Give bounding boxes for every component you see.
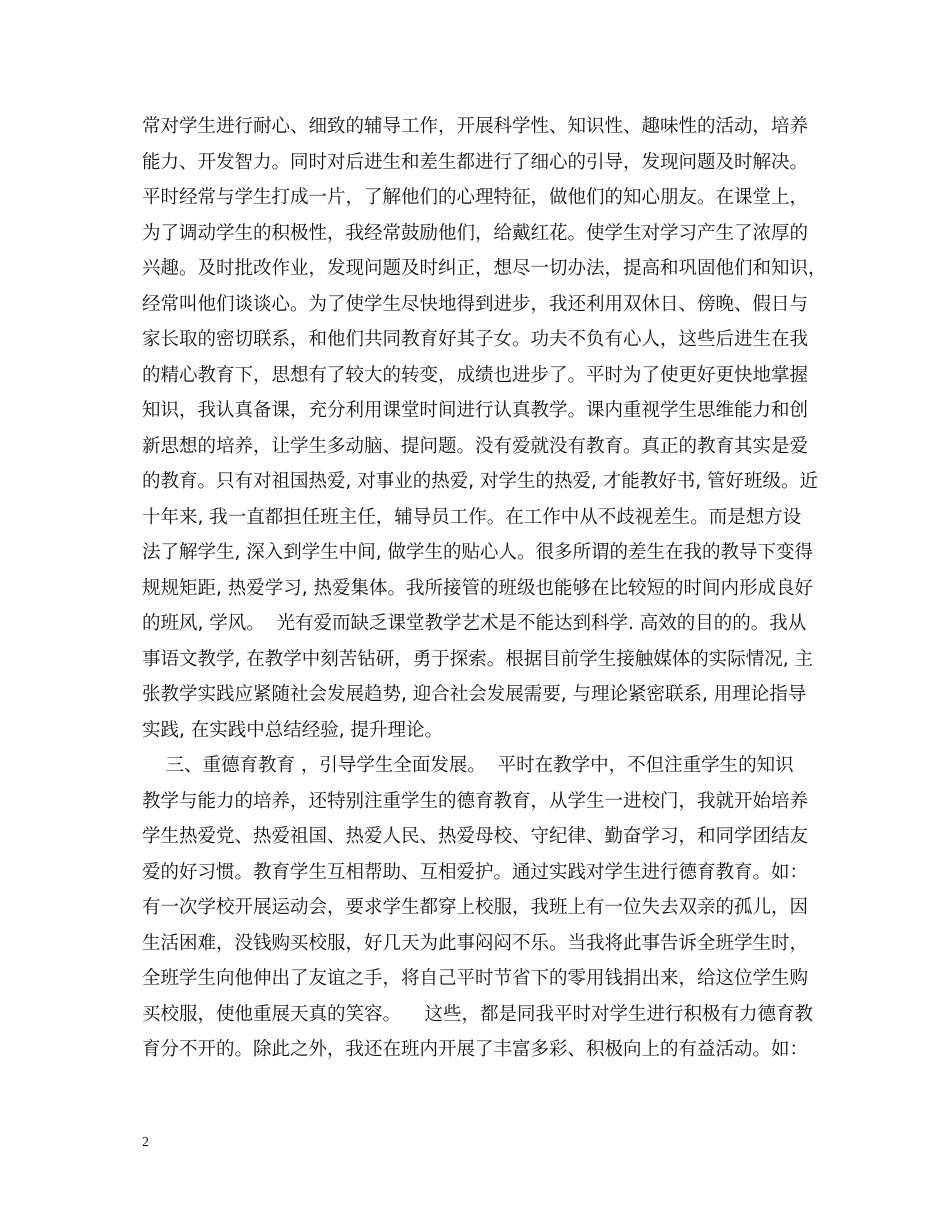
text-line: 经常叫他们谈谈心。为了使学生尽快地得到进步，我还利用双休日、傍晚、假日与 xyxy=(142,293,809,315)
text-line: 的教育。只有对祖国热爱, 对事业的热爱, 对学生的热爱, 才能教好书, 管好班级。近 xyxy=(142,471,819,492)
text-line: 知识，我认真备课，充分利用课堂时间进行认真教学。课内重视学生思维能力和创 xyxy=(142,400,809,421)
text-line: 规规矩距, 热爱学习, 热爱集体。我所接管的班级也能够在比较短的时间内形成良好 xyxy=(142,577,814,599)
text-line: 为了调动学生的积极性，我经常鼓励他们，给戴红花。使学生对学习产生了浓厚的 xyxy=(142,222,809,244)
text-line: 法了解学生, 深入到学生中间, 做学生的贴心人。很多所谓的差生在我的教导下变得 xyxy=(142,542,814,563)
text-line: 家长取的密切联系，和他们共同教育好其子女。功夫不负有心人，这些后进生在我 xyxy=(142,329,809,350)
text-line: 实践, 在实践中总结经验, 提升理论。 xyxy=(142,719,444,741)
text-line: 常对学生进行耐心、细致的辅导工作，开展科学性、知识性、趣味性的活动，培养 xyxy=(142,116,809,137)
text-line: 平时经常与学生打成一片，了解他们的心理特征，做他们的知心朋友。在课堂上， xyxy=(142,187,809,208)
text-line: 三、重德育教育 ，引导学生全面发展。 平时在教学中，不但注重学生的知识 xyxy=(142,755,794,776)
text-line: 的班风, 学风。 光有爱而缺乏课堂教学艺术是不能达到科学. 高效的目的的。我从 xyxy=(142,613,807,634)
text-line: 学生热爱党、热爱祖国、热爱人民、热爱母校、守纪律、勤奋学习，和同学团结友 xyxy=(142,826,809,847)
text-line: 育分不开的。除此之外，我还在班内开展了丰富多彩、积极向上的有益活动。如： xyxy=(142,1039,809,1060)
text-line: 新思想的培养，让学生多动脑、提问题。没有爱就没有教育。真正的教育其实是爱 xyxy=(142,435,809,457)
text-line: 教学与能力的培养，还特别注重学生的德育教育，从学生一进校门，我就开始培养 xyxy=(142,790,809,812)
text-line: 生活困难，没钱购买校服，好几天为此事闷闷不乐。当我将此事告诉全班学生时， xyxy=(142,932,809,954)
text-line: 兴趣。及时批改作业，发现问题及时纠正，想尽一切办法，提高和巩固他们和知识， xyxy=(142,258,827,279)
body-text xyxy=(142,109,842,1068)
page-number: 2 xyxy=(142,1135,149,1150)
text-line: 的精心教育下，思想有了较大的转变，成绩也进步了。平时为了使更好更快地掌握 xyxy=(142,364,809,386)
text-line: 张教学实践应紧随社会发展趋势, 迎合社会发展需要, 与理论紧密联系, 用理论指导 xyxy=(142,684,807,705)
text-line: 买校服，使他重展天真的笑容。 这些，都是同我平时对学生进行积极有力德育教 xyxy=(142,1003,814,1025)
text-line: 十年来, 我一直都担任班主任，辅导员工作。在工作中从不歧视差生。而是想方设 xyxy=(142,506,802,528)
text-line: 全班学生向他伸出了友谊之手，将自己平时节省下的零用钱捐出来，给这位学生购 xyxy=(142,968,809,989)
text-line: 能力、开发智力。同时对后进生和差生都进行了细心的引导，发现问题及时解决。 xyxy=(142,151,809,173)
text-line: 有一次学校开展运动会，要求学生都穿上校服，我班上有一位失去双亲的孤儿，因 xyxy=(142,897,809,918)
text-line: 爱的好习惯。教育学生互相帮助、互相爱护。通过实践对学生进行德育教育。如： xyxy=(142,861,809,883)
text-line: 事语文教学, 在教学中刻苦钻研，勇于探索。根据目前学生接触媒体的实际情况, 主 xyxy=(142,648,814,670)
